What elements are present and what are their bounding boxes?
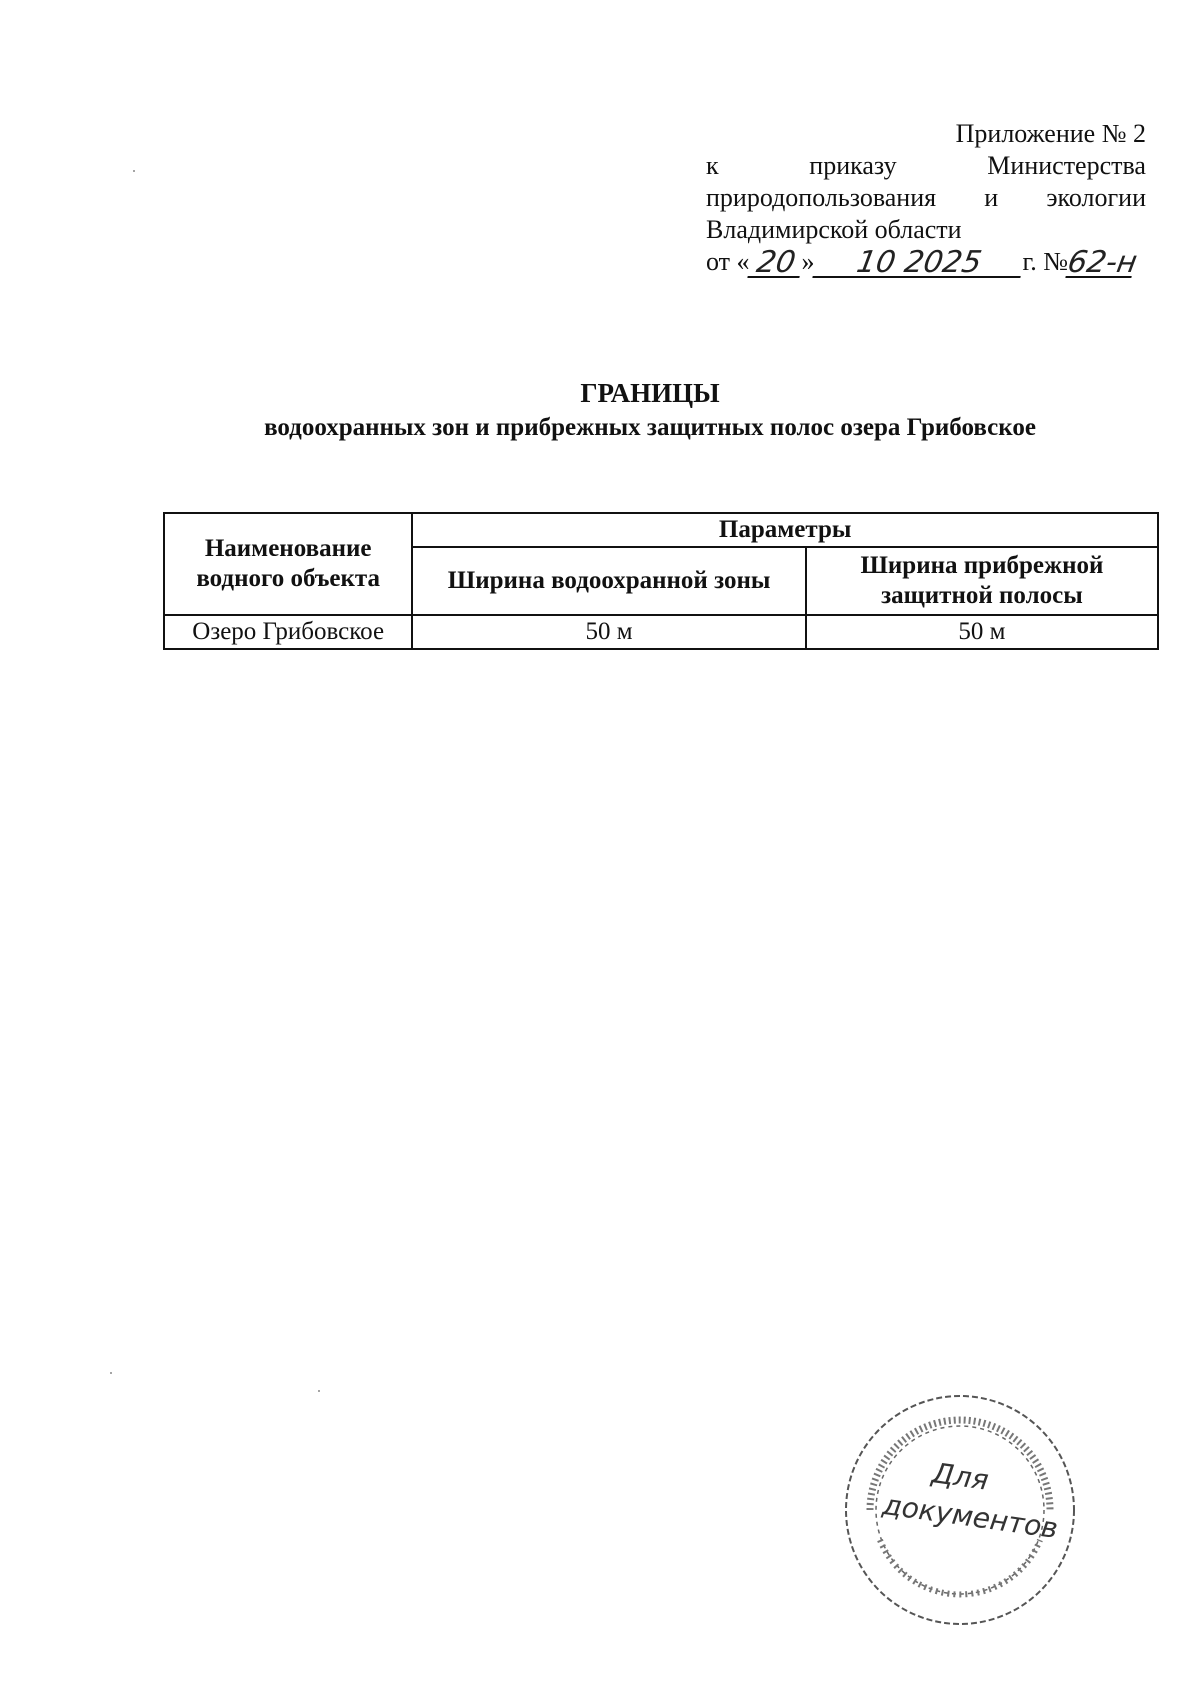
handwritten-order-number: 62-н [1065, 245, 1140, 280]
appendix-word: и [984, 183, 999, 212]
header-parameters: Параметры [412, 513, 1158, 547]
appendix-region-line: Владимирской области [706, 215, 962, 244]
cell-strip-width: 50 м [806, 615, 1158, 649]
scan-speck [110, 1372, 112, 1374]
handwritten-day: 20 [747, 248, 804, 278]
handwritten-date: 10 2025 [812, 248, 1025, 278]
date-prefix: от « [706, 247, 750, 276]
scan-speck [133, 170, 135, 172]
appendix-date-line [706, 246, 1146, 278]
table-row [164, 615, 1158, 649]
cell-zone-width: 50 м [412, 615, 806, 649]
appendix-word: приказу [809, 151, 897, 180]
appendix-header [706, 118, 1146, 278]
header-object-name: Наименование водного объекта [164, 513, 412, 615]
appendix-word: природопользования [706, 183, 937, 212]
parameters-table [163, 512, 1159, 650]
date-mid: » [801, 247, 815, 276]
header-zone-width: Ширина водоохранной зоны [412, 547, 806, 615]
table-header-row [164, 513, 1158, 547]
cell-object-name: Озеро Грибовское [164, 615, 412, 649]
appendix-number: Приложение № 2 [955, 119, 1146, 148]
stamp-text-line2: документов [880, 1487, 1061, 1546]
order-number-prefix: г. № [1022, 247, 1069, 276]
appendix-order-line [706, 150, 1146, 182]
document-title: ГРАНИЦЫ [580, 378, 720, 408]
appendix-word: к [706, 151, 719, 180]
stamp-text-line1: Для [929, 1456, 991, 1497]
document-subtitle: водоохранных зон и прибрежных защитных полос озера Грибовское [264, 414, 1036, 441]
appendix-word: Министерства [987, 151, 1146, 180]
header-strip-width: Ширина прибрежной защитной полосы [806, 547, 1158, 615]
appendix-ministry-line [706, 182, 1146, 214]
scan-speck [318, 1390, 320, 1392]
appendix-word: экологии [1046, 183, 1146, 212]
office-stamp [840, 1390, 1080, 1630]
